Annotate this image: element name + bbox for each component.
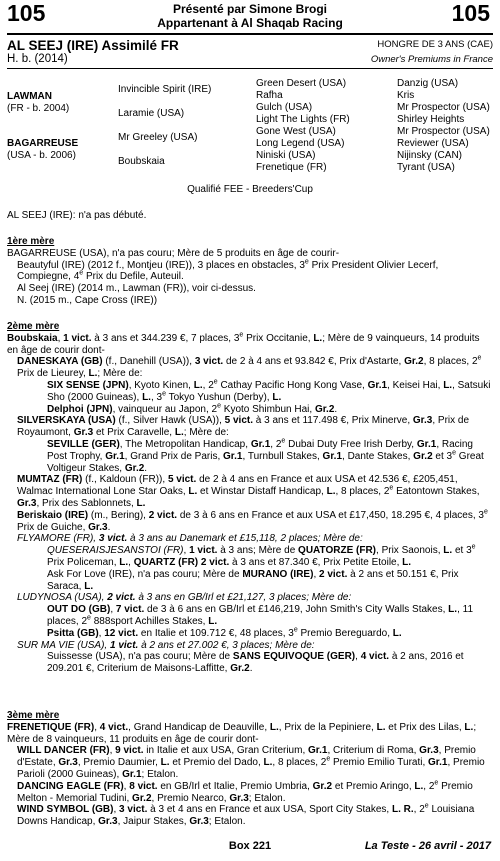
pedigree-gen4-4: Shirley Heights bbox=[397, 114, 465, 125]
presenter-block bbox=[0, 2, 500, 30]
owner-line: Appartenant à Al Shaqab Racing bbox=[157, 16, 343, 30]
second-dam-grandproduce: SIX SENSE (JPN), Kyoto Kinen, L., 2e Cathay Pacific Hong Kong Vase, Gr.1, Keisei Hai, L., Satsuki Sho (2000 Guineas), L., 3e Tokyo Yushun (Derby), L. bbox=[47, 378, 491, 403]
second-dam-grandproduce: Delphoi (JPN), vainqueur au Japon, 2e Kyoto Shimbun Hai, Gr.2. bbox=[47, 402, 338, 415]
second-dam-section bbox=[7, 321, 493, 675]
second-dam-produce: MUMTAZ (FR) (f., Kaldoun (FR)), 5 vict. de 2 à 4 ans en France et aux USA et 42.536 €, £205,451, Walmac International Lone Star Oaks, L. et Winstar Distaff Handicap, L., 8 places, 2e Eatontown Stakes, Gr.3, Prix des Sablonnets, L. bbox=[17, 474, 480, 509]
third-dam-produce: WILL DANCER (FR), 9 vict. in Italie et aux USA, Gran Criterium, Gr.1, Criterium di Roma, Gr.3, Premio d'Estate, Gr.3, Premio Daumier, L. et Premio del Dado, L., 8 places, 2e Premio Emilio Turati, Gr.1, Premio Parioli (2000 Guineas), Gr.1; Etalon. bbox=[17, 745, 485, 780]
pedigree-gen2-3: Mr Greeley (USA) bbox=[118, 132, 198, 143]
lot-number-right: 105 bbox=[451, 0, 490, 26]
first-dam-produce: N. (2015 m., Cape Cross (IRE)) bbox=[17, 294, 158, 306]
third-dam-produce: DANCING EAGLE (FR), 8 vict. en GB/Irl et Italie, Premio Umbria, Gr.2 et Premio Aringo, L., 2e Premio Melton - Memorial Tudini, Gr.2, Premio Nearco, Gr.3; Etalon. bbox=[17, 779, 473, 804]
first-dam-section bbox=[7, 236, 493, 307]
pedigree-gen2-4: Boubskaia bbox=[118, 156, 165, 167]
pedigree-gen3-4: Light The Lights (FR) bbox=[256, 114, 350, 125]
pedigree-gen2-1: Invincible Spirit (IRE) bbox=[118, 84, 212, 95]
first-dam-heading: 1ère mère bbox=[7, 236, 55, 247]
second-dam-produce: SUR MA VIE (USA), 1 vict. à 2 ans et 27.002 €, 3 places; Mère de: bbox=[17, 639, 315, 651]
pedigree-gen4-1: Danzig (USA) bbox=[397, 78, 459, 89]
pedigree-gen3-5: Gone West (USA) bbox=[256, 126, 336, 137]
pedigree-gen4-6: Reviewer (USA) bbox=[397, 138, 469, 149]
first-dam-produce: Al Seej (IRE) (2014 m., Lawman (FR)), voir ci-dessus. bbox=[17, 283, 256, 295]
pedigree-gen3-7: Niniski (USA) bbox=[256, 150, 316, 161]
second-dam-grandproduce: Ask For Love (IRE), n'a pas couru; Mère de MURANO (IRE), 2 vict. à 2 ans et 50.151 €, Prix Saraca, L. bbox=[47, 568, 459, 592]
pedigree-gen4-3: Mr Prospector (USA) bbox=[397, 102, 490, 113]
dam-info: (USA - b. 2006) bbox=[7, 150, 76, 161]
presenter-line: Présenté par Simone Brogi bbox=[172, 2, 328, 16]
horse-description: H. b. (2014) bbox=[7, 53, 68, 65]
second-dam-heading: 2ème mère bbox=[7, 321, 60, 332]
pedigree-gen4-8: Tyrant (USA) bbox=[397, 162, 455, 173]
pedigree-gen3-1: Green Desert (USA) bbox=[256, 78, 347, 89]
pedigree-gen3-3: Gulch (USA) bbox=[256, 102, 313, 113]
box-number: Box 221 bbox=[228, 840, 272, 852]
sale-place-date: La Teste - 26 avril - 2017 bbox=[364, 840, 491, 852]
second-dam-produce: DANESKAYA (GB) (f., Danehill (USA)), 3 vict. de 2 à 4 ans et 93.842 €, Prix d'Astarte, Gr.2, 8 places, 2e Prix de Lieurey, L.; Mère de: bbox=[17, 355, 482, 380]
horse-name: AL SEEJ (IRE) Assimilé FR bbox=[7, 38, 179, 53]
second-dam-produce: SILVERSKAYA (USA) (f., Silver Hawk (USA)), 5 vict. à 3 ans et 117.498 €, Prix Minerve, Gr.3, Prix de Royaumont, Gr.3 et Prix Caravelle, L.; Mère de: bbox=[17, 415, 470, 439]
second-dam-grandproduce: Suissesse (USA), n'a pas couru; Mère de SANS EQUIVOQUE (GER), 4 vict. à 2 ans, 2016 et 209.201 €, Criterium de Maisons-Laffitte, Gr.2. bbox=[47, 651, 464, 675]
first-dam-line: BAGARREUSE (USA), n'a pas couru; Mère de 5 produits en âge de courir- bbox=[7, 247, 340, 259]
third-dam-produce: WIND SYMBOL (GB), 3 vict. à 3 et 4 ans en France et aux USA, Sport City Stakes, L. R., 2e Louisiana Downs Handicap, Gr.3, Jaipur Stakes, Gr.3; Etalon. bbox=[17, 803, 475, 828]
pedigree-gen4-7: Nijinsky (CAN) bbox=[397, 150, 462, 161]
second-dam-produce: LUDYNOSA (USA), 2 vict. à 3 ans en GB/Irl et £21,127, 3 places; Mère de: bbox=[17, 592, 352, 604]
pedigree-gen3-6: Long Legend (USA) bbox=[256, 138, 345, 149]
second-dam-grandproduce: QUESERAISJESANSTOI (FR), 1 vict. à 3 ans; Mère de QUATORZE (FR), Prix Saonois, L. et 3e Prix Policeman, L., QUARTZ (FR) 2 vict. à 3 ans et 87.340 €, Prix Petite Etoile, L. bbox=[47, 543, 476, 568]
third-dam-section bbox=[7, 710, 493, 828]
first-dam-produce: Beautyful (IRE) (2012 f., Montjeu (IRE)), 3 places en obstacles, 3e Prix President Olivier Lecerf, Compiegne, 4e Prix du Defile, Auteuil. bbox=[17, 258, 439, 283]
second-dam-grandproduce: Psitta (GB), 12 vict. en Italie et 109.712 €, 48 places, 3e Premio Bereguardo, L. bbox=[47, 626, 402, 639]
second-dam-grandproduce: OUT DO (GB), 7 vict. de 3 à 6 ans en GB/Irl et £146,219, John Smith's City Walls Stakes, L., 11 places, 2e 888sport Achilles Stakes, L. bbox=[47, 604, 473, 627]
pedigree-gen4-2: Kris bbox=[397, 90, 415, 101]
pedigree-gen4-5: Mr Prospector (USA) bbox=[397, 126, 490, 137]
second-dam-produce: FLYAMORE (FR), 3 vict. à 3 ans au Danemark et £15,118, 2 places; Mère de: bbox=[17, 533, 363, 545]
pedigree-gen3-2: Rafha bbox=[256, 90, 283, 101]
qualification: Qualifié FEE - Breeders'Cup bbox=[187, 184, 313, 195]
third-dam-line: FRENETIQUE (FR), 4 vict., Grand Handicap de Deauville, L., Prix de la Pepiniere, L. et Prix des Lilas, L.; Mère de 8 vainqueurs, 11 produits en âge de courir dont- bbox=[7, 721, 477, 745]
sire-info: (FR - b. 2004) bbox=[7, 103, 70, 114]
owner-premiums: Owner's Premiums in France bbox=[370, 54, 493, 65]
third-dam-heading: 3ème mère bbox=[7, 710, 60, 721]
lot-number-left: 105 bbox=[7, 0, 46, 26]
pedigree-gen2-2: Laramie (USA) bbox=[118, 108, 185, 119]
pedigree-gen3-8: Frenetique (FR) bbox=[256, 162, 327, 173]
sale-category: HONGRE DE 3 ANS (CAE) bbox=[377, 39, 493, 50]
second-dam-line: Boubskaia, 1 vict. à 3 ans et 344.239 €, 7 places, 3e Prix Occitanie, L.; Mère de 9 vainqueurs, 14 produits en âge de courir dont- bbox=[7, 331, 480, 356]
sire-name: LAWMAN bbox=[7, 91, 52, 102]
second-dam-grandproduce: SEVILLE (GER), The Metropolitan Handicap, Gr.1, 2e Dubai Duty Free Irish Derby, Gr.1, Racing Post Trophy, Gr.1, Grand Prix de Paris, Gr.1, Turnbull Stakes, Gr.1, Dante Stakes, Gr.2 et 3e Great Voltigeur Stakes, Gr.2. bbox=[47, 437, 484, 474]
header-rule bbox=[7, 33, 493, 35]
second-dam-produce: Beriskaio (IRE) (m., Bering), 2 vict. de 3 à 6 ans en France et aux USA et £17,450, 18.295 €, 4 places, 3e Prix de Guiche, Gr.3. bbox=[17, 508, 488, 533]
race-record-intro: AL SEEJ (IRE): n'a pas débuté. bbox=[7, 210, 147, 221]
dam-name: BAGARREUSE bbox=[7, 138, 79, 149]
pedigree-rule bbox=[7, 68, 493, 69]
